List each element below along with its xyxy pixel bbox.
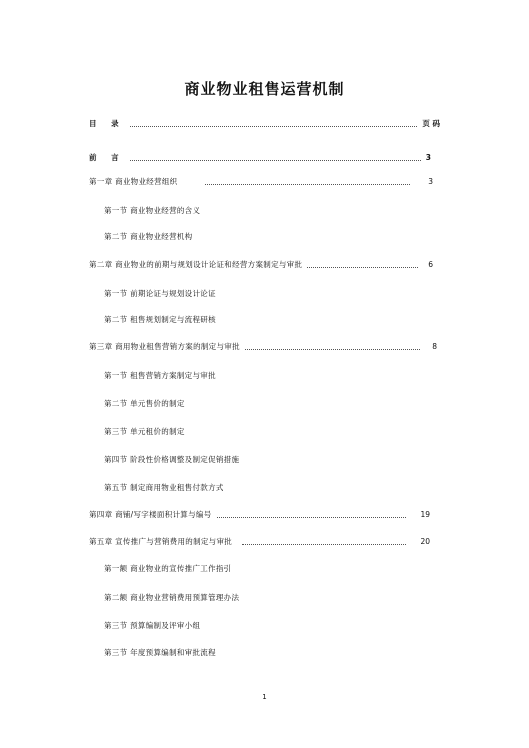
dot-leader: [205, 184, 410, 185]
toc-entry-label: 第一额 商业物业的宣传推广工作指引: [104, 564, 232, 573]
toc-entry-section-3-2[interactable]: [104, 397, 185, 411]
toc-entry-page: 3: [428, 177, 433, 186]
toc-entry-label: 第五节 制定商用物业租售付款方式: [104, 483, 224, 492]
toc-header-label: 目 录: [89, 119, 125, 128]
toc-entry-page: 8: [432, 342, 437, 351]
dot-leader: [130, 160, 421, 161]
toc-header: [89, 117, 440, 131]
toc-entry-label: 第二章 商业物业的前期与规划设计论证和经营方案制定与审批: [89, 260, 303, 269]
page-number: 1: [262, 693, 267, 701]
toc-entry-label: 第三章 商用物业租售营销方案的制定与审批: [89, 342, 240, 351]
toc-entry-preface[interactable]: [89, 151, 431, 165]
toc-entry-section-5-3[interactable]: [104, 619, 200, 633]
toc-entry-section-3-5[interactable]: [104, 481, 224, 495]
toc-entry-label: 第一章 商业物业经营组织: [89, 177, 178, 186]
dot-leader: [217, 517, 407, 518]
toc-entry-label: 第二额 商业物业营销费用预算管理办法: [104, 593, 240, 602]
toc-entry-section-3-1[interactable]: [104, 369, 216, 383]
toc-entry-section-5-1[interactable]: [104, 562, 231, 576]
dot-leader: [130, 126, 418, 127]
toc-entry-page: 20: [420, 537, 430, 546]
toc-entry-section-2-1[interactable]: [104, 287, 216, 301]
toc-entry-page: 3: [425, 153, 431, 162]
toc-entry-label: 第四节 阶段性价格调整及制定促销措施: [104, 455, 240, 464]
toc-entry-label: 前 言: [89, 153, 125, 162]
document-title: 商业物业租售运营机制: [184, 80, 345, 98]
toc-entry-page: 6: [428, 260, 433, 269]
toc-entry-section-1-1[interactable]: [104, 204, 200, 218]
toc-entry-chapter-2[interactable]: [89, 258, 433, 272]
toc-entry-chapter-4[interactable]: [89, 508, 430, 522]
toc-entry-page: 19: [420, 510, 430, 519]
toc-entry-label: 第一节 前期论证与规划设计论证: [104, 289, 216, 298]
toc-entry-label: 第五章 宣传推广与营销费用的制定与审批: [89, 537, 233, 546]
toc-entry-chapter-5[interactable]: [89, 535, 430, 549]
toc-entry-label: 第二节 租售规划制定与流程研核: [104, 315, 216, 324]
toc-entry-chapter-3[interactable]: [89, 340, 437, 354]
toc-entry-section-5-4[interactable]: [104, 646, 216, 660]
toc-entry-label: 第一节 商业物业经营的含义: [104, 206, 201, 215]
toc-entry-label: 第二节 商业物业经营机构: [104, 232, 193, 241]
toc-entry-section-3-4[interactable]: [104, 453, 239, 467]
toc-entry-section-5-2[interactable]: [104, 591, 239, 605]
toc-header-page-label: 页 码: [422, 119, 440, 128]
dot-leader: [245, 349, 420, 350]
dot-leader: [307, 267, 418, 268]
toc-entry-label: 第三节 预算编制及评审小组: [104, 621, 201, 630]
dot-leader: [242, 544, 406, 545]
toc-entry-label: 第一节 租售营销方案制定与审批: [104, 371, 216, 380]
toc-entry-label: 第二节 单元售价的制定: [104, 399, 185, 408]
toc-entry-chapter-1[interactable]: [89, 175, 433, 189]
toc-entry-label: 第三节 年度预算编制和审批流程: [104, 648, 216, 657]
toc-entry-section-1-2[interactable]: [104, 230, 192, 244]
toc-entry-section-3-3[interactable]: [104, 425, 185, 439]
toc-entry-label: 第四章 商铺/写字楼面积计算与编号: [89, 510, 212, 519]
toc-entry-label: 第三节 单元租价的制定: [104, 427, 185, 436]
toc-entry-section-2-2[interactable]: [104, 313, 216, 327]
